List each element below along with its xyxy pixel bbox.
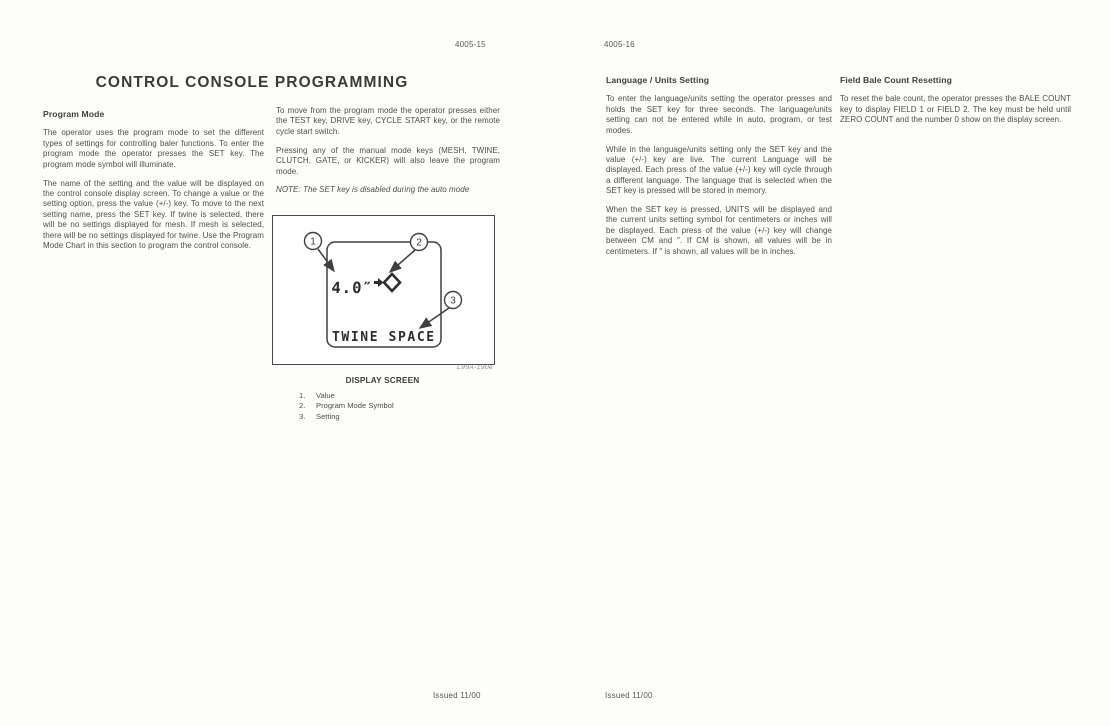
- right-page-number: 4005-16: [604, 40, 635, 49]
- page-title: CONTROL CONSOLE PROGRAMMING: [95, 74, 409, 91]
- display-screen-diagram: [273, 216, 492, 362]
- section-heading-field-bale-count: Field Bale Count Resetting: [840, 75, 952, 85]
- legend-item-label: Value: [316, 391, 335, 400]
- section-heading-program-mode: Program Mode: [43, 109, 105, 119]
- callout-arrow-2: [390, 250, 415, 272]
- paragraph: While in the language/units setting only the SET key and the value (+/-) key are live. The current Language will be displayed. Each press of the value (+/-) key will cycle through a different language. The language that is selected when the SET key is pressed will be stored in memory.: [606, 144, 832, 196]
- callout-2-number: 2: [416, 237, 422, 249]
- paragraph: To move from the program mode the operator presses either the TEST key, DRIVE key, CYCLE START key, or the remote cycle start switch.: [276, 106, 500, 136]
- callout-3: [445, 292, 462, 309]
- legend-item-label: Setting: [316, 411, 340, 421]
- callout-arrow-3: [420, 308, 449, 328]
- legend-item: [299, 401, 394, 411]
- display-screen-figure: [272, 215, 495, 365]
- paragraph: To reset the bale count, the operator presses the BALE COUNT key to display FIELD 1 or FIELD 2. The key must be held until ZERO COUNT and the number 0 show on the display screen.: [840, 94, 1071, 125]
- right-column-2: [840, 75, 1071, 134]
- callout-2: [411, 234, 428, 251]
- paragraph: Pressing any of the manual mode keys (MESH, TWINE, CLUTCH, GATE, or KICKER) will also leave the program mode.: [276, 145, 500, 176]
- left-column-2: [276, 106, 500, 204]
- callout-1-number: 1: [310, 236, 316, 248]
- left-column-1: [43, 109, 264, 260]
- legend-item: [299, 391, 394, 401]
- legend-item-number: 3.: [299, 411, 306, 421]
- program-mode-symbol-icon: [374, 274, 400, 291]
- callout-3-number: 3: [450, 295, 456, 307]
- figure-caption: DISPLAY SCREEN: [345, 376, 420, 385]
- paragraph: When the SET key is pressed, UNITS will be displayed and the current units setting symbol for centimeters or inches will be displayed. Each press of the value (+/-) key will change between CM and ″. If CM is shown, all values will be in centimeters. If ″ is shown, all values will be in inches.: [606, 205, 832, 256]
- section-heading-language-units: Language / Units Setting: [606, 75, 710, 85]
- paragraph: The operator uses the program mode to set the different types of settings for controlling baler functions. To enter the program mode the operator presses the SET key. The program mode symbol will illuminate.: [43, 128, 264, 169]
- figure-reference-code: L99A-190e: [457, 364, 493, 371]
- callout-1: [305, 233, 322, 250]
- legend-item: [299, 412, 394, 422]
- note-text: NOTE: The SET key is disabled during the auto mode: [276, 185, 470, 195]
- lcd-value-text: 4.0″: [331, 279, 374, 297]
- callout-arrow-1: [318, 249, 334, 271]
- legend-item-number: 1.: [299, 391, 306, 400]
- figure-legend: [299, 391, 394, 422]
- lcd-setting-text: TWINE SPACE: [332, 330, 436, 345]
- legend-item-label: Program Mode Symbol: [316, 401, 394, 411]
- right-page-footer: Issued 11/00: [605, 691, 653, 700]
- legend-item-number: 2.: [299, 401, 306, 411]
- left-page-footer: Issued 11/00: [433, 691, 481, 700]
- right-column-1: [606, 75, 832, 266]
- paragraph: To enter the language/units setting the operator presses and holds the SET key for three seconds. The language/units setting can not be entered while in auto, program, or test modes.: [606, 94, 832, 135]
- paragraph: The name of the setting and the value will be displayed on the control console display screen. To change a value or the setting option, press the value (+/-) key. To move to the next setting name, press the SET key. If twine is selected, there will be no settings displayed for mesh. If mesh is selected, there will be no settings displayed for twine. Use the Program Mode Chart in this section to program the control console.: [43, 178, 264, 250]
- left-page-number: 4005-15: [455, 40, 486, 49]
